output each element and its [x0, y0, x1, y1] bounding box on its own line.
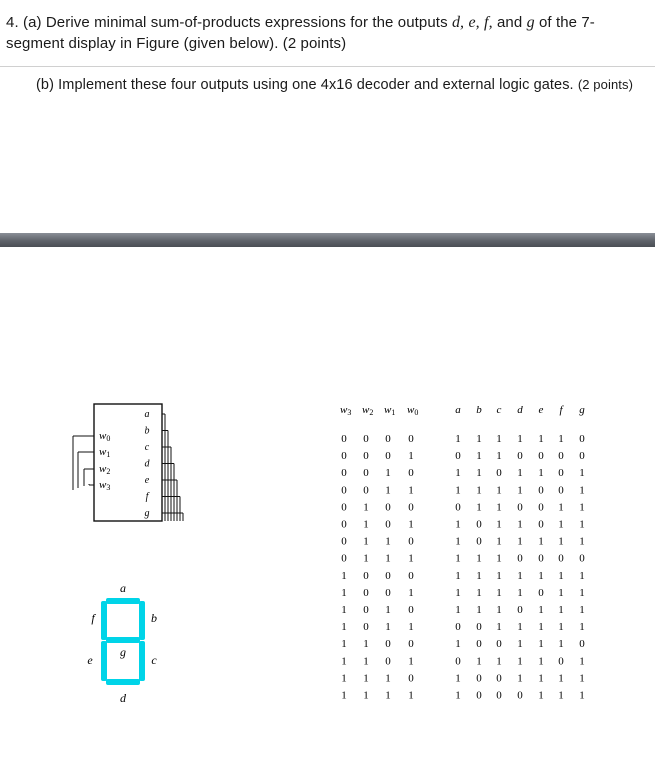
table-cell-in-r15-c2: 1 [385, 689, 391, 702]
segment-label-e: e [87, 653, 93, 667]
table-cell-in-r7-c1: 1 [363, 552, 369, 565]
decoder-input-label-w3: w3 [99, 479, 111, 492]
table-cell-in-r1-c2: 0 [385, 450, 391, 463]
table-cell-out-r8-c0: 1 [455, 569, 461, 582]
table-cell-in-r0-c1: 0 [363, 433, 369, 445]
segment-d [106, 679, 140, 685]
table-cell-in-r3-c1: 0 [363, 484, 369, 497]
table-cell-out-r0-c2: 1 [496, 433, 502, 445]
segment-label-c: c [151, 653, 157, 667]
table-cell-out-r7-c3: 0 [517, 552, 523, 565]
table-cell-out-r2-c2: 0 [496, 467, 502, 480]
and-word: and [496, 14, 523, 31]
table-cell-in-r6-c0: 0 [341, 535, 347, 548]
table-cell-out-r1-c4: 0 [538, 450, 544, 463]
table-cell-in-r14-c3: 0 [408, 672, 414, 685]
table-cell-in-r6-c1: 1 [363, 535, 369, 548]
table-cell-in-r11-c2: 1 [385, 621, 391, 634]
decoder-output-label-d: d [144, 458, 150, 470]
table-cell-in-r14-c0: 1 [341, 672, 347, 685]
table-cell-out-r2-c3: 1 [517, 467, 523, 480]
table-cell-out-r7-c2: 1 [496, 552, 502, 565]
table-cell-out-r3-c2: 1 [496, 484, 502, 497]
segment-b [139, 601, 145, 640]
table-header-w1: w1 [384, 404, 396, 417]
table-cell-out-r15-c0: 1 [455, 689, 461, 702]
var-e: e, [468, 14, 480, 31]
table-cell-in-r9-c1: 0 [363, 586, 369, 599]
table-cell-out-r1-c0: 0 [455, 450, 461, 463]
table-cell-out-r2-c0: 1 [455, 467, 461, 480]
table-cell-out-r15-c6: 1 [579, 689, 585, 702]
table-cell-out-r9-c0: 1 [455, 586, 461, 599]
table-cell-out-r4-c4: 0 [538, 501, 544, 514]
table-cell-in-r15-c1: 1 [363, 689, 369, 702]
table-cell-out-r12-c3: 1 [517, 638, 523, 651]
table-cell-out-r14-c5: 1 [558, 672, 564, 685]
table-cell-out-r9-c1: 1 [476, 586, 482, 599]
table-cell-out-r2-c6: 1 [579, 467, 585, 480]
table-cell-out-r11-c2: 1 [496, 621, 502, 634]
table-header-c: c [496, 404, 502, 416]
table-cell-out-r0-c1: 1 [476, 433, 482, 445]
table-header-w2: w2 [362, 404, 374, 417]
decoder-output-label-f: f [145, 491, 149, 503]
table-cell-in-r14-c2: 1 [385, 672, 391, 685]
table-cell-out-r4-c0: 0 [455, 501, 461, 514]
table-header-b: b [476, 404, 482, 416]
table-cell-out-r12-c2: 0 [496, 638, 502, 651]
table-cell-in-r10-c1: 0 [363, 604, 369, 616]
table-cell-out-r6-c4: 1 [538, 535, 544, 548]
table-cell-out-r6-c0: 1 [455, 535, 461, 548]
table-cell-out-r1-c1: 1 [476, 450, 482, 463]
table-cell-in-r4-c2: 0 [385, 501, 391, 514]
table-cell-out-r13-c6: 1 [579, 655, 585, 668]
table-cell-in-r2-c3: 0 [408, 467, 414, 480]
part-b-text: (b) Implement these four outputs using one 4x16 decoder and external logic gates. [36, 77, 574, 93]
table-cell-out-r1-c6: 0 [579, 450, 585, 463]
table-cell-out-r15-c2: 0 [496, 689, 502, 702]
table-cell-out-r7-c0: 1 [455, 552, 461, 565]
segment-label-f: f [91, 611, 95, 625]
table-cell-out-r14-c0: 1 [455, 672, 461, 685]
table-cell-out-r14-c1: 0 [476, 672, 482, 685]
table-cell-out-r3-c1: 1 [476, 484, 482, 497]
table-cell-out-r8-c3: 1 [517, 569, 523, 582]
segment-g [106, 637, 140, 643]
segment-c [139, 641, 145, 681]
table-cell-in-r1-c0: 0 [341, 450, 347, 463]
table-cell-in-r13-c2: 0 [385, 655, 391, 668]
segment-label-b: b [151, 611, 157, 625]
table-cell-in-r13-c3: 1 [408, 655, 414, 668]
segment-a [106, 598, 140, 604]
table-cell-in-r12-c3: 0 [408, 638, 414, 651]
table-cell-out-r5-c4: 0 [538, 518, 544, 531]
table-header-e: e [538, 404, 544, 416]
table-cell-in-r15-c0: 1 [341, 689, 347, 702]
table-cell-in-r2-c0: 0 [341, 467, 347, 480]
table-cell-out-r0-c3: 1 [517, 433, 523, 445]
table-cell-out-r0-c6: 0 [579, 433, 585, 445]
segment-label-a: a [120, 581, 126, 595]
table-cell-in-r2-c2: 1 [385, 467, 391, 480]
table-cell-out-r10-c1: 1 [476, 604, 482, 616]
table-cell-out-r15-c3: 0 [517, 689, 523, 702]
part-a-suffix: of the 7-segment display in Figure (given below). (2 points) [6, 14, 595, 52]
table-cell-out-r11-c6: 1 [579, 621, 585, 634]
table-cell-out-r15-c5: 1 [558, 689, 564, 702]
table-cell-in-r13-c0: 1 [341, 655, 347, 668]
table-cell-out-r6-c3: 1 [517, 535, 523, 548]
table-cell-out-r4-c2: 1 [496, 501, 502, 514]
table-cell-out-r2-c5: 0 [558, 467, 564, 480]
table-cell-out-r9-c6: 1 [579, 586, 585, 599]
table-cell-in-r4-c0: 0 [341, 501, 347, 514]
table-cell-out-r10-c5: 1 [558, 604, 564, 616]
table-cell-in-r9-c2: 0 [385, 586, 391, 599]
table-cell-out-r6-c2: 1 [496, 535, 502, 548]
table-cell-out-r0-c0: 1 [455, 433, 461, 445]
table-cell-out-r6-c6: 1 [579, 535, 585, 548]
table-cell-in-r6-c3: 0 [408, 535, 414, 548]
decoder-output-label-e: e [144, 475, 150, 486]
table-header-w3: w3 [340, 404, 352, 417]
table-cell-in-r9-c0: 1 [341, 586, 347, 599]
table-cell-out-r4-c3: 0 [517, 501, 523, 514]
table-cell-out-r10-c0: 1 [455, 604, 461, 616]
table-cell-in-r5-c1: 1 [363, 518, 369, 531]
table-cell-in-r12-c0: 1 [341, 638, 347, 651]
table-cell-out-r3-c4: 0 [538, 484, 544, 497]
table-cell-out-r4-c1: 1 [476, 501, 482, 514]
table-cell-in-r0-c0: 0 [341, 433, 347, 445]
table-cell-out-r11-c4: 1 [538, 621, 544, 634]
var-f: f, [484, 14, 493, 31]
table-cell-out-r2-c4: 1 [538, 467, 544, 480]
table-cell-out-r11-c0: 0 [455, 621, 461, 634]
table-cell-in-r4-c3: 0 [408, 501, 414, 514]
table-cell-out-r5-c6: 1 [579, 518, 585, 531]
table-cell-in-r13-c1: 1 [363, 655, 369, 668]
table-cell-out-r5-c1: 0 [476, 518, 482, 531]
table-cell-out-r5-c2: 1 [496, 518, 502, 531]
table-cell-in-r8-c2: 0 [385, 569, 391, 582]
table-cell-in-r8-c3: 0 [408, 569, 414, 582]
segment-label-d: d [120, 691, 126, 705]
table-cell-out-r13-c2: 1 [496, 655, 502, 668]
segment-label-g: g [120, 645, 126, 659]
table-cell-out-r7-c6: 0 [579, 552, 585, 565]
table-cell-in-r10-c0: 1 [341, 604, 347, 616]
table-cell-in-r10-c3: 0 [408, 604, 414, 616]
table-cell-in-r9-c3: 1 [408, 586, 414, 599]
table-cell-out-r1-c2: 1 [496, 450, 502, 463]
table-cell-in-r0-c3: 0 [408, 433, 414, 445]
decoder-input-label-w2: w2 [99, 463, 111, 476]
table-header-f: f [559, 404, 563, 416]
segment-e [101, 641, 107, 681]
decoder-input-label-w1: w1 [99, 446, 111, 459]
table-cell-out-r12-c1: 0 [476, 638, 482, 651]
table-cell-out-r12-c5: 1 [558, 638, 564, 651]
table-cell-out-r3-c6: 1 [579, 484, 585, 497]
table-cell-in-r11-c1: 0 [363, 621, 369, 634]
table-cell-out-r0-c5: 1 [558, 433, 564, 445]
table-cell-out-r12-c6: 0 [579, 638, 585, 651]
table-cell-out-r0-c4: 1 [538, 433, 544, 445]
table-cell-out-r12-c4: 1 [538, 638, 544, 651]
table-cell-in-r10-c2: 1 [385, 604, 391, 616]
table-cell-out-r14-c4: 1 [538, 672, 544, 685]
table-header-d: d [517, 404, 523, 416]
table-cell-in-r7-c0: 0 [341, 552, 347, 565]
table-cell-out-r10-c6: 1 [579, 604, 585, 616]
table-cell-out-r3-c3: 1 [517, 484, 523, 497]
table-cell-out-r4-c5: 1 [558, 501, 564, 514]
table-cell-in-r3-c2: 1 [385, 484, 391, 497]
table-cell-out-r7-c4: 0 [538, 552, 544, 565]
part-b-points: (2 points) [577, 77, 634, 92]
table-cell-out-r13-c5: 0 [558, 655, 564, 668]
table-cell-in-r5-c3: 1 [408, 518, 414, 531]
table-cell-out-r14-c6: 1 [579, 672, 585, 685]
table-cell-out-r6-c1: 0 [476, 535, 482, 548]
table-cell-in-r12-c1: 1 [363, 638, 369, 651]
table-cell-in-r4-c1: 1 [363, 501, 369, 514]
var-g: g [526, 14, 535, 31]
decoder-output-label-b: b [144, 425, 150, 437]
table-header-g: g [579, 404, 585, 416]
table-cell-in-r11-c3: 1 [408, 621, 414, 634]
table-cell-out-r8-c4: 1 [538, 569, 544, 582]
table-cell-out-r12-c0: 1 [455, 638, 461, 651]
table-cell-out-r8-c2: 1 [496, 569, 502, 582]
segment-f [101, 601, 107, 640]
table-cell-in-r8-c0: 1 [341, 569, 347, 582]
table-cell-out-r8-c1: 1 [476, 569, 482, 582]
table-cell-in-r1-c3: 1 [408, 450, 414, 463]
table-cell-out-r5-c5: 1 [558, 518, 564, 531]
decoder-output-label-c: c [144, 442, 150, 453]
table-cell-out-r11-c3: 1 [517, 621, 523, 634]
table-cell-out-r13-c0: 0 [455, 655, 461, 668]
table-cell-out-r9-c2: 1 [496, 586, 502, 599]
var-d: d, [451, 14, 465, 31]
table-cell-out-r11-c5: 1 [558, 621, 564, 634]
table-header-w0: w0 [407, 404, 419, 417]
table-cell-in-r8-c1: 0 [363, 569, 369, 582]
table-cell-out-r5-c0: 1 [455, 518, 461, 531]
table-cell-out-r15-c4: 1 [538, 689, 544, 702]
table-cell-out-r9-c3: 1 [517, 586, 523, 599]
table-cell-out-r8-c5: 1 [558, 569, 564, 582]
table-cell-out-r9-c4: 0 [538, 586, 544, 599]
table-cell-in-r12-c2: 0 [385, 638, 391, 651]
decoder-input-label-w0: w0 [99, 430, 111, 443]
decoder-output-label-g: g [144, 508, 150, 519]
table-cell-out-r6-c5: 1 [558, 535, 564, 548]
table-cell-out-r7-c1: 1 [476, 552, 482, 565]
table-cell-in-r2-c1: 0 [363, 467, 369, 480]
table-cell-out-r9-c5: 1 [558, 586, 564, 599]
table-cell-out-r2-c1: 1 [476, 467, 482, 480]
table-cell-out-r3-c0: 1 [455, 484, 461, 497]
table-cell-in-r11-c0: 1 [341, 621, 347, 634]
table-cell-out-r13-c1: 1 [476, 655, 482, 668]
table-cell-out-r14-c3: 1 [517, 672, 523, 685]
table-cell-out-r7-c5: 0 [558, 552, 564, 565]
table-header-a: a [455, 404, 461, 416]
table-cell-out-r10-c4: 1 [538, 604, 544, 616]
table-cell-in-r6-c2: 1 [385, 535, 391, 548]
table-cell-in-r1-c1: 0 [363, 450, 369, 463]
table-cell-out-r15-c1: 0 [476, 689, 482, 702]
table-cell-out-r8-c6: 1 [579, 569, 585, 582]
table-cell-out-r13-c4: 1 [538, 655, 544, 668]
part-a-prefix: 4. (a) Derive minimal sum-of-products expressions for the outputs [6, 14, 448, 31]
decoder-output-label-a: a [144, 409, 150, 420]
table-cell-out-r4-c6: 1 [579, 501, 585, 514]
table-cell-in-r5-c2: 0 [385, 518, 391, 531]
table-cell-out-r1-c3: 0 [517, 450, 523, 463]
table-cell-in-r7-c3: 1 [408, 552, 414, 565]
table-cell-out-r13-c3: 1 [517, 655, 523, 668]
table-cell-out-r10-c2: 1 [496, 604, 502, 616]
table-cell-in-r0-c2: 0 [385, 433, 391, 445]
table-cell-in-r14-c1: 1 [363, 672, 369, 685]
table-cell-in-r15-c3: 1 [408, 689, 414, 702]
table-cell-out-r1-c5: 0 [558, 450, 564, 463]
table-cell-in-r5-c0: 0 [341, 518, 347, 531]
table-cell-in-r3-c0: 0 [341, 484, 347, 497]
table-cell-out-r10-c3: 0 [517, 604, 523, 616]
table-cell-in-r3-c3: 1 [408, 484, 414, 497]
table-cell-out-r3-c5: 0 [558, 484, 564, 497]
table-cell-out-r5-c3: 1 [517, 518, 523, 531]
table-cell-out-r11-c1: 0 [476, 621, 482, 634]
table-cell-out-r14-c2: 0 [496, 672, 502, 685]
table-cell-in-r7-c2: 1 [385, 552, 391, 565]
